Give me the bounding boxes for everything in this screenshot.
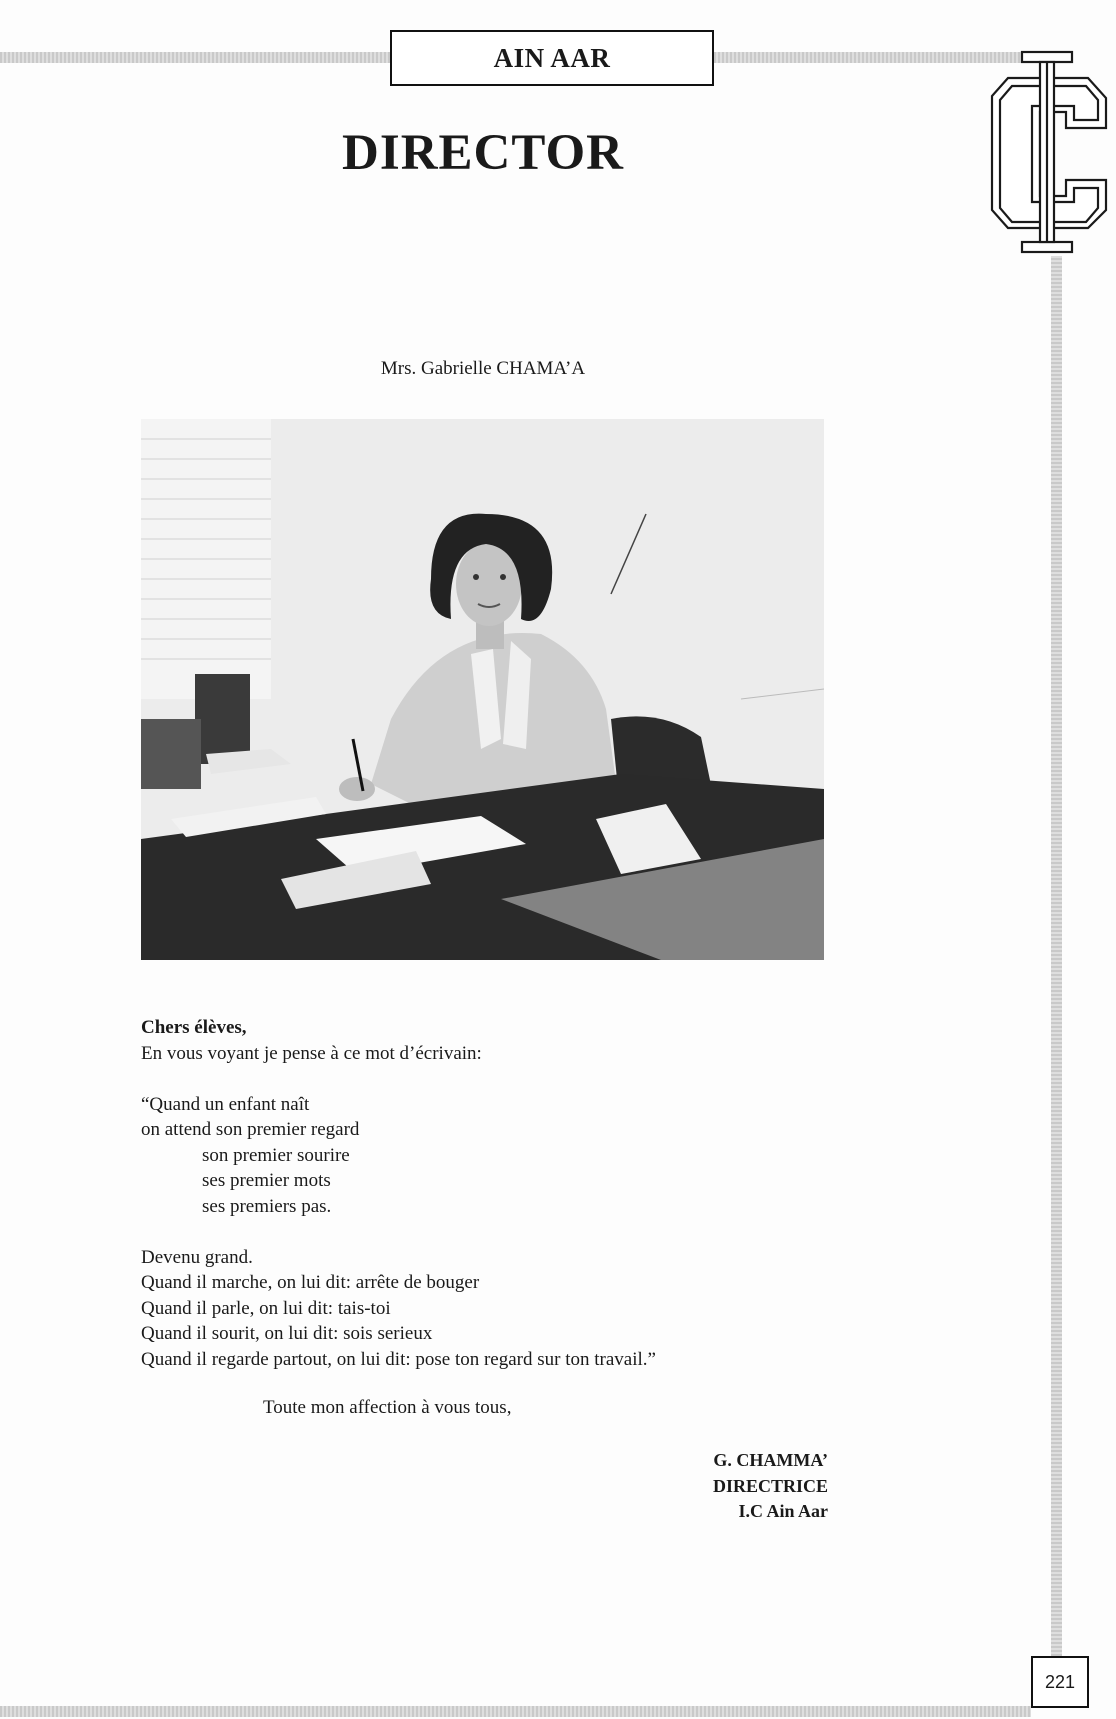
bottom-frame-bar xyxy=(0,1706,1031,1717)
signature-name: G. CHAMMA’ xyxy=(713,1450,828,1470)
signature-role: DIRECTRICE xyxy=(712,1475,828,1496)
letter-greeting: Chers élèves, xyxy=(141,1017,247,1038)
right-frame-bar xyxy=(1051,256,1062,1656)
letter-body xyxy=(141,1015,881,1372)
page-number: 221 xyxy=(1044,1671,1076,1692)
section-header-box xyxy=(390,30,714,86)
letter-closing: Toute mon affection à vous tous, xyxy=(263,1397,512,1418)
director-name: Mrs. Gabrielle CHAMA’A xyxy=(380,358,586,379)
director-photo xyxy=(141,419,824,960)
page-number-box xyxy=(1031,1656,1089,1708)
quote-line: ses premiers pas. xyxy=(202,1195,332,1217)
signature-block xyxy=(713,1448,828,1525)
body-line: Quand il regarde partout, on lui dit: pose ton regard sur ton travail.” xyxy=(141,1348,656,1370)
signature-school: I.C Ain Aar xyxy=(738,1501,828,1521)
body-line: Devenu grand. xyxy=(141,1246,253,1268)
body-line: Quand il parle, on lui dit: tais-toi xyxy=(141,1297,391,1319)
body-line: Quand il sourit, on lui dit: sois serieux xyxy=(141,1323,433,1344)
letter-intro: En vous voyant je pense à ce mot d’écrivain: xyxy=(141,1042,482,1064)
body-line: Quand il marche, on lui dit: arrête de bouger xyxy=(141,1272,480,1293)
section-label: AIN AAR xyxy=(493,42,611,73)
quote-line: ses premier mots xyxy=(202,1170,331,1191)
quote-line: son premier sourire xyxy=(202,1144,350,1166)
ic-logo xyxy=(988,50,1116,256)
top-frame-bar xyxy=(0,52,390,63)
page-title: DIRECTOR xyxy=(342,125,624,181)
top-frame-bar-right xyxy=(714,52,1024,63)
quote-line: on attend son premier regard xyxy=(141,1119,360,1140)
quote-line: “Quand un enfant naît xyxy=(141,1093,310,1115)
